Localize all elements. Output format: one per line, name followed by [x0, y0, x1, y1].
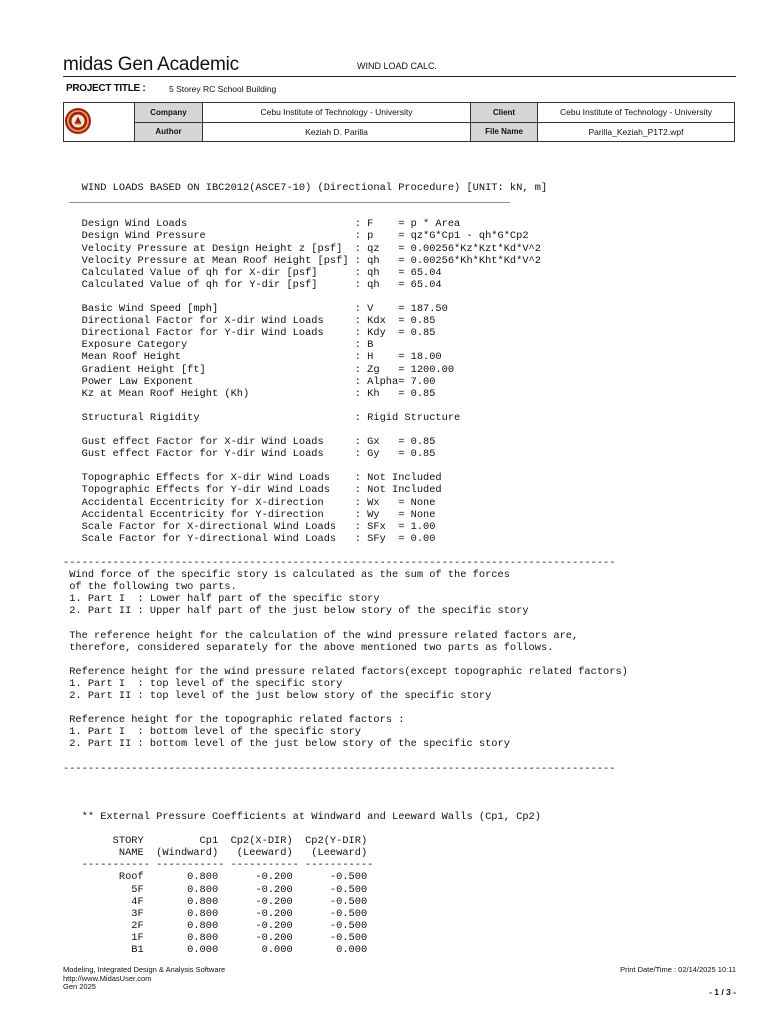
header-rule [63, 76, 736, 77]
report-line: Structural Rigidity : Rigid Structure [63, 411, 461, 424]
report-line [63, 206, 743, 218]
report-line: Scale Factor for Y-directional Wind Loads : SFy = 0.00 [63, 532, 436, 545]
report-line: Exposure Category : B [63, 339, 374, 352]
file-name-value-cell [538, 122, 735, 142]
report-line: Accidental Eccentricity for Y-direction : Wy = None [63, 508, 436, 521]
report-line: therefore, considered separately for the above mentioned two parts as follows. [63, 641, 554, 654]
project-title-value: 5 Storey RC School Building [169, 84, 277, 94]
logo-cell [64, 103, 135, 142]
report-line: 1. Part I : Lower half part of the specific story [63, 593, 380, 606]
author-label: Author [155, 127, 182, 137]
company-value-cell [203, 103, 471, 123]
report-line: 5F 0.800 -0.200 -0.500 [63, 883, 368, 896]
report-line: Gradient Height [ft] : Zg = 1200.00 [63, 363, 455, 376]
report-line: Velocity Pressure at Mean Roof Height [psf] : qh = 0.00256*Kh*Kht*Kd*V^2 [63, 254, 541, 267]
report-line: Kz at Mean Roof Height (Kh) : Kh = 0.85 [63, 387, 436, 400]
author-value-cell [203, 122, 471, 142]
client-label-cell [471, 103, 538, 123]
report-line: Mean Roof Height : H = 18.00 [63, 351, 442, 364]
report-line: Reference height for the wind pressure related factors(except topographic related factors) [63, 665, 628, 678]
report-line: Basic Wind Speed [mph] : V = 187.50 [63, 303, 448, 316]
report-line: _______________________________________________________________________ [63, 194, 510, 207]
report-line: Directional Factor for Y-dir Wind Loads : Kdy = 0.85 [63, 327, 436, 340]
report-line [63, 400, 743, 412]
footer-left [63, 966, 225, 992]
report-line [63, 545, 743, 557]
report-line: WIND LOADS BASED ON IBC2012(ASCE7-10) (Directional Procedure) [UNIT: kN, m] [63, 182, 548, 195]
report-line [63, 751, 743, 763]
university-seal-icon [64, 103, 134, 139]
footer-software-line: Modeling, Integrated Design & Analysis Software [63, 965, 226, 974]
report-line [63, 654, 743, 666]
project-title-label: PROJECT TITLE : [66, 83, 146, 94]
report-line: Design Wind Pressure : p = qz*G*Cp1 - qh*G*Cp2 [63, 230, 529, 243]
report-line: NAME (Windward) (Leeward) (Leeward) [63, 847, 368, 860]
report-line: The reference height for the calculation of the wind pressure related factors are, [63, 629, 579, 642]
report-line: Calculated Value of qh for Y-dir [psf] : qh = 65.04 [63, 278, 442, 291]
report-line: 3F 0.800 -0.200 -0.500 [63, 907, 368, 920]
report-line: Wind force of the specific story is calculated as the sum of the forces [63, 569, 510, 582]
report-line: STORY Cp1 Cp2(X-DIR) Cp2(Y-DIR) [63, 835, 368, 848]
page-number: - 1 / 3 - [709, 987, 736, 997]
report-line: ----------------------------------------------------------------------------------------- [63, 557, 616, 569]
company-label-cell [135, 103, 203, 123]
app-title: midas Gen Academic [63, 54, 239, 75]
report-line: Roof 0.800 -0.200 -0.500 [63, 871, 368, 884]
report-body [63, 170, 743, 956]
report-line [63, 460, 743, 472]
report-line: B1 0.000 0.000 0.000 [63, 944, 368, 956]
report-line: Accidental Eccentricity for X-direction : Wx = None [63, 496, 436, 509]
report-line: Reference height for the topographic related factors : [63, 714, 405, 727]
report-line: 2. Part II : top level of the just below story of the specific story [63, 690, 492, 703]
report-line: ----------- ----------- ----------- ----------- [63, 859, 374, 872]
client-value-cell [538, 103, 735, 123]
file-name-value: Parilla_Keziah_P1T2.wpf [588, 126, 684, 137]
document-title: WIND LOAD CALC. [357, 61, 438, 71]
report-line [63, 617, 743, 629]
report-line: Calculated Value of qh for X-dir [psf] : qh = 65.04 [63, 266, 442, 279]
report-line [63, 291, 743, 303]
report-line: 1. Part I : bottom level of the specific story [63, 726, 361, 739]
report-line [63, 823, 743, 835]
report-line: of the following two parts. [63, 581, 237, 594]
report-line: Gust effect Factor for X-dir Wind Loads : Gx = 0.85 [63, 436, 436, 449]
report-line [63, 787, 743, 799]
report-line: Topographic Effects for Y-dir Wind Loads : Not Included [63, 484, 442, 497]
report-line: 1. Part I : top level of the specific story [63, 677, 343, 690]
footer-url: http://www.MidasUser.com [63, 973, 152, 983]
author-value: Keziah D. Parilla [305, 126, 368, 137]
report-line: Power Law Exponent : Alpha= 7.00 [63, 375, 436, 388]
project-info-table [63, 102, 735, 142]
footer-print-date: Print Date/Time : 02/14/2025 10:11 [620, 965, 736, 974]
report-line: Gust effect Factor for Y-dir Wind Loads : Gy = 0.85 [63, 448, 436, 461]
report-line: Scale Factor for X-directional Wind Loads : SFx = 1.00 [63, 520, 436, 533]
report-line: Directional Factor for X-dir Wind Loads : Kdx = 0.85 [63, 315, 436, 328]
report-line [63, 775, 743, 787]
report-line [63, 424, 743, 436]
report-line [63, 170, 743, 182]
report-line: Design Wind Loads : F = p * Area [63, 218, 461, 231]
client-value: Cebu Institute of Technology - University [560, 107, 712, 118]
report-line: 2F 0.800 -0.200 -0.500 [63, 919, 368, 932]
author-label-cell [135, 122, 203, 142]
company-value: Cebu Institute of Technology - University [260, 107, 413, 118]
report-line: 4F 0.800 -0.200 -0.500 [63, 895, 368, 908]
report-line: Velocity Pressure at Design Height z [psf] : qz = 0.00256*Kz*Kzt*Kd*V^2 [63, 242, 541, 255]
company-label: Company [150, 107, 187, 117]
report-line: 2. Part II : Upper half part of the just below story of the specific story [63, 605, 529, 618]
report-line: Topographic Effects for X-dir Wind Loads : Not Included [63, 472, 442, 485]
file-name-label: File Name [485, 127, 523, 137]
client-label: Client [492, 107, 516, 117]
report-line: 1F 0.800 -0.200 -0.500 [63, 931, 368, 944]
file-name-label-cell [471, 122, 538, 142]
report-line: ----------------------------------------------------------------------------------------- [63, 762, 616, 775]
report-line [63, 702, 743, 714]
report-line: ** External Pressure Coefficients at Windward and Leeward Walls (Cp1, Cp2) [63, 810, 541, 823]
report-line: 2. Part II : bottom level of the just below story of the specific story [63, 738, 510, 751]
footer-version: Gen 2025 [63, 982, 96, 991]
report-line [63, 799, 743, 811]
